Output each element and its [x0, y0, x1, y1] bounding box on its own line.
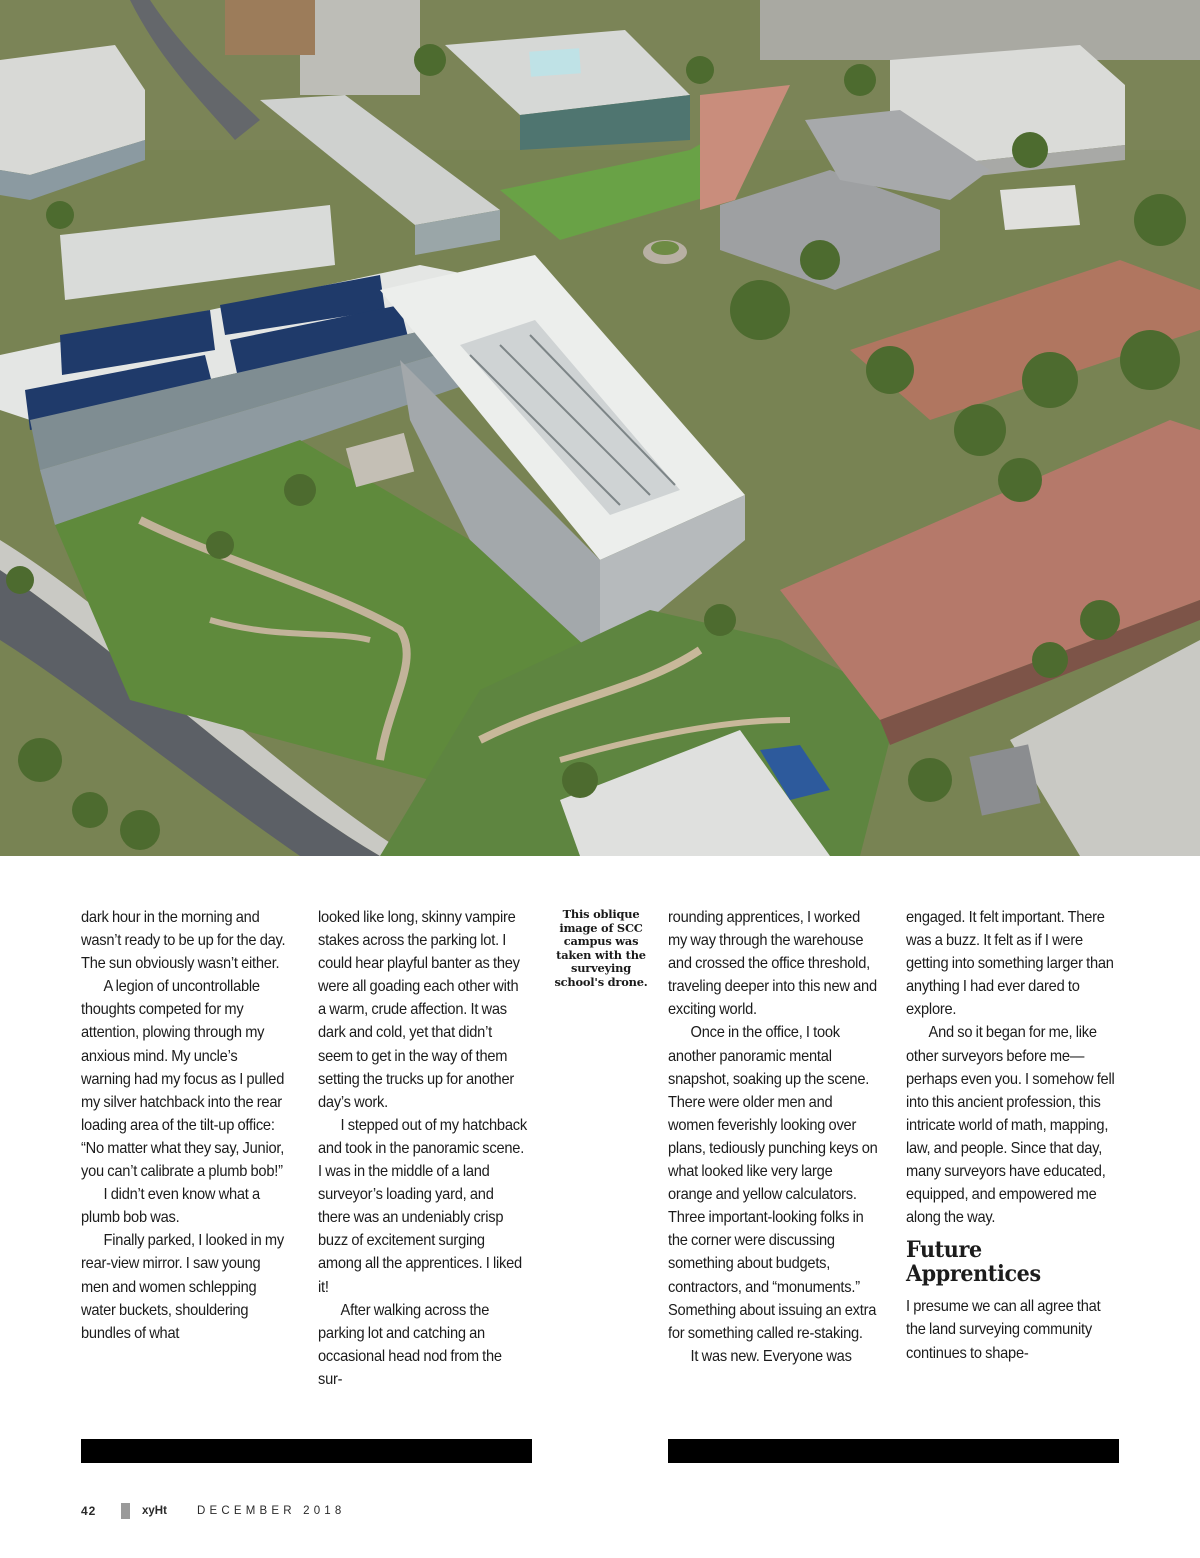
section-heading: Future Apprentices: [906, 1237, 1041, 1288]
paragraph: It was new. Everyone was: [690, 1347, 852, 1365]
paragraph: A legion of uncontrollable thoughts competed for my attention, plowing through my anxious mind. My uncle’s warning had my focus as I pulled my silver hatchback into the rear loading area of the tilt-up office: “No matter what they say, Junior, you can’t calibrate a plumb bob!”: [81, 978, 285, 1181]
paragraph: I stepped out of my hatchback and took in the panoramic scene. I was in the middle of a land surveyor’s loading yard, and there was an undeniably crisp buzz of excitement surging among all the apprentices. I liked it!: [318, 1116, 527, 1296]
black-bar-right: [668, 1439, 1119, 1463]
text-column-1: [81, 906, 286, 1345]
footer-divider: [121, 1503, 130, 1519]
page-footer: [81, 1502, 346, 1520]
paragraph: And so it began for me, like other surveyors before me—perhaps even you. I somehow fell into this ancient profession, this intricate world of math, mapping, law, and people. Since that day, many surveyors have educated, equipped, and empowered me along the way.: [906, 1024, 1115, 1227]
photo-caption: This oblique image of SCC campus was taken with the surveying school's drone.: [554, 907, 648, 989]
paragraph: Once in the office, I took another panoramic mental snapshot, soaking up the scene. There were older men and women feverishly looking over plans, tediously punching keys on what looked like very large orange and yellow calculators. Three important-looking folks in the corner were discussing something about budgets, contractors, and “monuments.” Something about issuing an extra for something called re-staking.: [668, 1024, 878, 1342]
text-column-2: [318, 906, 528, 1391]
paragraph: dark hour in the morning and wasn’t ready to be up for the day. The sun obviously wasn’t either.: [81, 909, 286, 973]
page-number: 42: [81, 1504, 97, 1518]
paragraph: rounding apprentices, I worked my way through the warehouse and crossed the office threshold, traveling deeper into this new and exciting world.: [668, 909, 877, 1019]
paragraph: engaged. It felt important. There was a buzz. It felt as if I were getting into something larger than anything I had ever dared to explore.: [906, 909, 1114, 1019]
text-column-4: [906, 906, 1121, 1365]
magazine-brand: xyHt: [142, 1505, 167, 1517]
paragraph: Finally parked, I looked in my rear-view mirror. I saw young men and women schlepping water buckets, shouldering bundles of what: [81, 1232, 284, 1342]
paragraph: I didn’t even know what a plumb bob was.: [81, 1186, 260, 1227]
paragraph: After walking across the parking lot and catching an occasional head nod from the sur-: [318, 1301, 502, 1388]
paragraph: looked like long, skinny vampire stakes across the parking lot. I could hear playful banter as they were all goading each other with a warm, crude affection. It was dark and cold, yet that didn’t seem to get in the way of them setting the trucks up for another day’s work.: [318, 909, 520, 1111]
black-bar-left: [81, 1439, 532, 1463]
issue-date: DECEMBER 2018: [196, 1505, 346, 1517]
paragraph: I presume we can all agree that the land surveying community continues to shape-: [906, 1298, 1101, 1362]
text-column-3: [668, 906, 880, 1368]
